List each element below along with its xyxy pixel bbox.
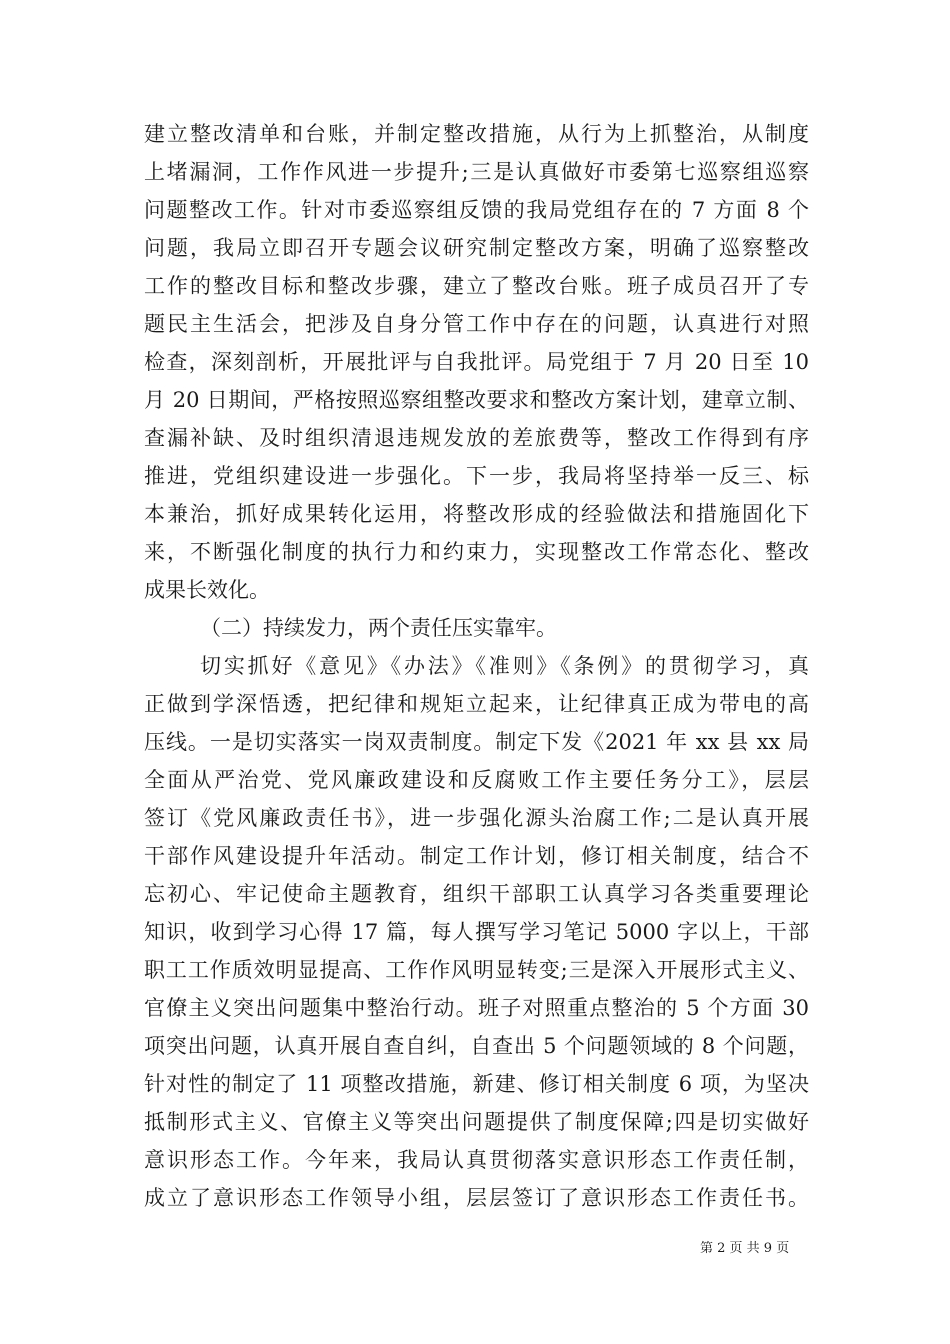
text-line: 题民主生活会，把涉及自身分管工作中存在的问题，认真进行对照 xyxy=(144,312,809,336)
text-line: 来，不断强化制度的执行力和约束力，实现整改工作常态化、整改 xyxy=(144,540,809,564)
text-line: 意识形态工作。今年来，我局认真贯彻落实意识形态工作责任制， xyxy=(144,1148,809,1172)
text-line: 官僚主义突出问题集中整治行动。班子对照重点整治的 5 个方面 30 xyxy=(144,996,809,1020)
text-line: 知识，收到学习心得 17 篇，每人撰写学习笔记 5000 字以上，干部 xyxy=(144,920,809,944)
text-line: 建立整改清单和台账，并制定整改措施，从行为上抓整治，从制度 xyxy=(144,122,809,146)
text-line: 工作的整改目标和整改步骤，建立了整改台账。班子成员召开了专 xyxy=(144,274,809,298)
text-line: 全面从严治党、党风廉政建设和反腐败工作主要任务分工》，层层 xyxy=(144,768,809,792)
text-line: 正做到学深悟透，把纪律和规矩立起来，让纪律真正成为带电的高 xyxy=(144,692,809,716)
text-line: 成果长效化。 xyxy=(144,578,270,602)
text-line: 签订《党风廉政责任书》，进一步强化源头治腐工作;二是认真开展 xyxy=(144,806,809,830)
text-line: 问题，我局立即召开专题会议研究制定整改方案，明确了巡察整改 xyxy=(144,236,809,260)
text-line: 针对性的制定了 11 项整改措施，新建、修订相关制度 6 项，为坚决 xyxy=(144,1072,809,1096)
text-line: 抵制形式主义、官僚主义等突出问题提供了制度保障;四是切实做好 xyxy=(144,1110,809,1134)
page-number: 第 2 页 共 9 页 xyxy=(700,1241,790,1256)
text-line: 检查，深刻剖析，开展批评与自我批评。局党组于 7 月 20 日至 10 xyxy=(144,350,809,374)
text-line: 推进，党组织建设进一步强化。下一步，我局将坚持举一反三、标 xyxy=(144,464,809,488)
text-line: 成立了意识形态工作领导小组，层层签订了意识形态工作责任书。 xyxy=(144,1186,809,1210)
text-line: 查漏补缺、及时组织清退违规发放的差旅费等，整改工作得到有序 xyxy=(144,426,809,450)
section-heading: （二）持续发力，两个责任压实靠牢。 xyxy=(200,616,557,640)
text-line: 问题整改工作。针对市委巡察组反馈的我局党组存在的 7 方面 8 个 xyxy=(144,198,809,222)
text-line: 上堵漏洞，工作作风进一步提升;三是认真做好市委第七巡察组巡察 xyxy=(144,160,809,184)
text-line: 压线。一是切实落实一岗双责制度。制定下发《2021 年 xx 县 xx 局 xyxy=(144,730,809,754)
text-line: 本兼治，抓好成果转化运用，将整改形成的经验做法和措施固化下 xyxy=(144,502,809,526)
text-line: 职工工作质效明显提高、工作作风明显转变;三是深入开展形式主义、 xyxy=(144,958,809,982)
text-line: 忘初心、牢记使命主题教育，组织干部职工认真学习各类重要理论 xyxy=(144,882,809,906)
text-line: 切实抓好《意见》《办法》《准则》《条例》的贯彻学习，真 xyxy=(200,654,809,678)
text-line: 项突出问题，认真开展自查自纠，自查出 5 个问题领域的 8 个问题， xyxy=(144,1034,809,1058)
text-line: 干部作风建设提升年活动。制定工作计划，修订相关制度，结合不 xyxy=(144,844,809,868)
text-line: 月 20 日期间，严格按照巡察组整改要求和整改方案计划，建章立制、 xyxy=(144,388,809,412)
